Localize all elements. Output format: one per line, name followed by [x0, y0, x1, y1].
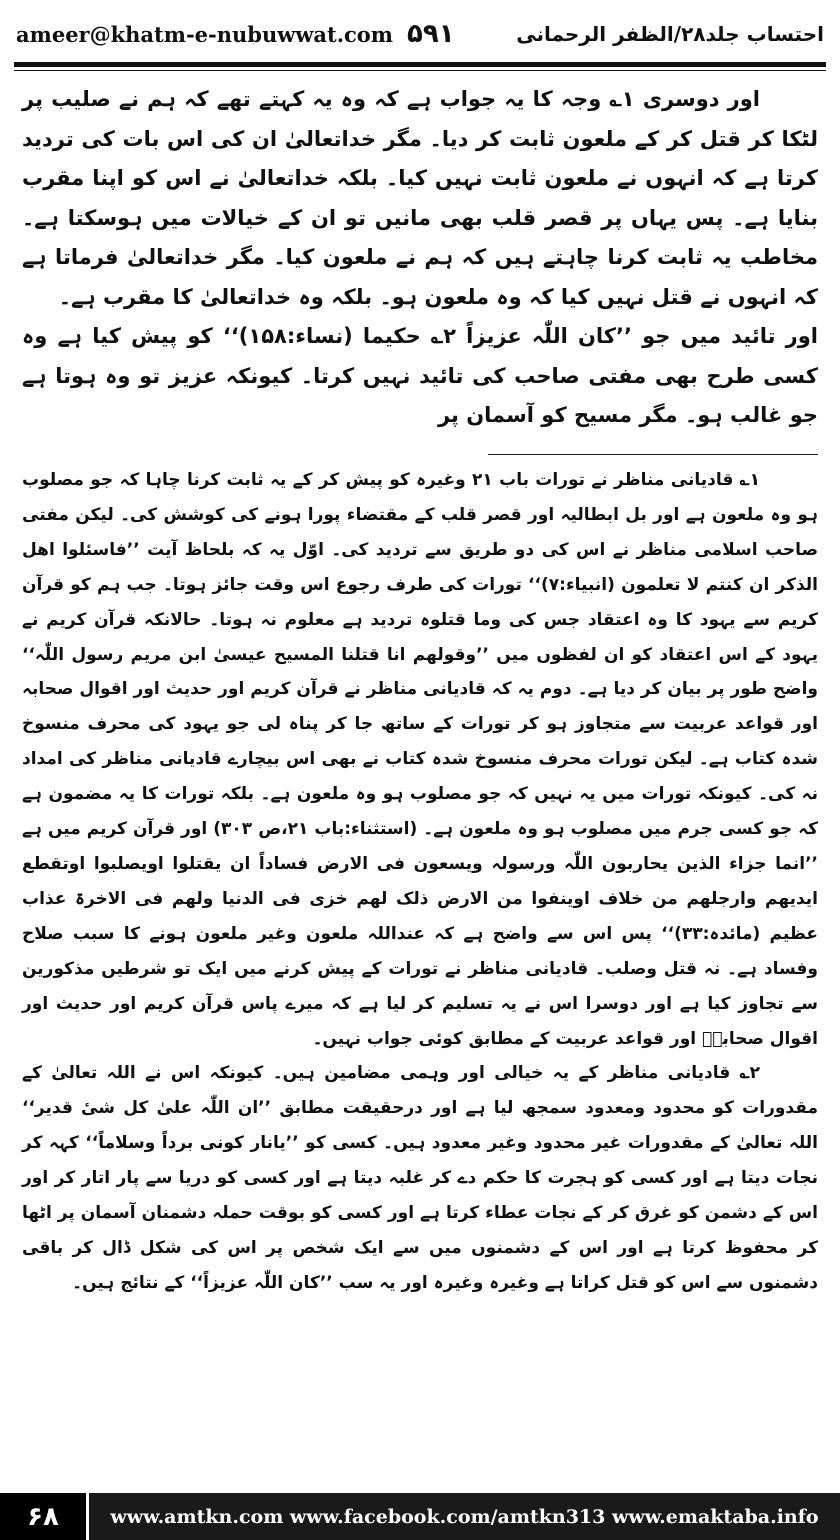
header-email[interactable]: ameer@khatm-e-nubuwwat.com — [16, 22, 394, 47]
main-paragraph-1: اور دوسری ۱؎ وجہ کا یہ جواب ہے کہ وہ یہ کہتے تھے کہ ہم نے صلیب پر لٹکا کر قتل کر کے ملعون ثابت کر دیا۔ مگر خداتعالیٰ ان کی اس بات کی تردید کرتا ہے کہ انہوں نے ملعون ثابت نہیں کیا۔ بلکہ خداتعالیٰ نے اس کو اپنا مقرب بنایا ہے۔ پس یہاں پر قصر قلب بھی مانیں تو ان کے خیالات میں ہوسکتا ہے۔ مخاطب یہ ثابت کرنا چاہتے ہیں کہ ہم نے ملعون کیا۔ مگر خداتعالیٰ فرماتا ہے کہ انہوں نے قتل نہیں کیا کہ وہ ملعون ہو۔ بلکہ وہ خداتعالیٰ کا مقرب ہے۔ — [22, 87, 818, 309]
page-footer — [0, 1493, 840, 1540]
folio-number: ۶۸ — [0, 1493, 89, 1540]
header-rule-thick — [14, 62, 826, 67]
footnotes — [22, 463, 818, 1301]
footnote-1: ۱؎ قادیانی مناظر نے تورات باب ۲۱ وغیرہ کو پیش کر کے یہ ثابت کرنا چاہا کہ جو مصلوب ہو وہ ملعون ہے اور بل ابطالیہ اور قصر قلب کے مقتضاء پورا ہونے کی کوشش کی۔ لیکن مفتی صاحب اسلامی مناظر نے اس کی دو طریق سے تردید کی۔ اوّل یہ کہ بلحاظ آیت ’’فاسئلوا اھل الذکر ان کنتم لا تعلمون (انبیاء:۷)‘‘ تورات کی طرف رجوع اس وقت جائز ہوتا۔ جب ہم کو قرآن کریم سے یہود کا وہ اعتقاد جس کی وما قتلوہ تردید ہے معلوم نہ ہوتا۔ حالانکہ قرآن کریم نے یہود کے اس اعتقاد کو ان لفظوں میں ’’وقولھم انا قتلنا المسیح عیسیٰ ابن مریم رسول اللّٰہ‘‘ واضح طور پر بیان کر دیا ہے۔ دوم یہ کہ قادیانی مناظر نے قرآن کریم اور حدیث اور اقوال صحابہ اور قواعد عربیت سے متجاوز ہو کر تورات کے ساتھ جا کر پناہ لی جو یہود کی محرف منسوخ شدہ کتاب ہے۔ لیکن تورات محرف منسوخ شدہ کتاب نے بھی اس بیچارے قادیانی مناظر کی امداد نہ کی۔ کیونکہ تورات میں یہ نہیں کہ جو مصلوب ہو وہ ملعون ہے۔ بلکہ تورات کا یہ مضمون ہے کہ جو کسی جرم میں مصلوب ہو وہ ملعون ہے۔ (استثناء:باب ۲۱،ص ۳۰۳) اور قرآن کریم میں ہے ’’انما جزاء الذین یحاربون اللّٰہ ورسولہ ویسعون فی الارض فساداً ان یقتلوا اویصلبوا اوتقطع ایدیھم وارجلھم من خلاف اوینفوا من الارض ذلک لھم خزی فی الدنیا ولھم فی الاخرۃ عذاب عظیم (مائدہ:۳۳)‘‘ پس اس سے واضح ہے کہ عنداللہ ملعون وغیر ملعون ہونے کا سبب صلاح وفساد ہے۔ نہ قتل وصلب۔ قادیانی مناظر نے تورات کے پیش کرنے میں ایک تو شرطیں مذکورین سے تجاوز کیا ہے اور دوسرا اس نے یہ تسلیم کر لیا ہے کہ میرے پاس قرآن کریم اور حدیث اور اقوال صحابہؓ اور قواعد عربیت کے مطابق کوئی جواب نہیں۔ — [22, 470, 818, 1049]
footnote-2: ۲؎ قادیانی مناظر کے یہ خیالی اور وہمی مضامین ہیں۔ کیونکہ اس نے اللہ تعالیٰ کے مقدورات کو محدود ومعدود سمجھ لیا ہے اور درحقیقت مطابق ’’ان اللّٰہ علیٰ کل شیٔ قدیر‘‘ اللہ تعالیٰ کے مقدورات غیر محدود وغیر معدود ہیں۔ کسی کو ’’یانار کونی برداً وسلاماً‘‘ کہہ کر نجات دیتا ہے اور کسی کو ہجرت کا حکم دے کر غلبہ دیتا ہے اور کسی کو دریا سے پار اتار کر اور اس کے دشمن کو غرق کر کے نجات عطاء کرتا ہے اور کسی کو بوقت حملہ دشمنان آسمان پر اٹھا کر محفوظ کرتا ہے اور اس کے دشمنوں میں سے ایک شخص پر اس کی شکل ڈال کر باقی دشمنوں سے اس کو قتل کراتا ہے وغیرہ وغیرہ اور یہ سب ’’کان اللّٰہ عزیزاً‘‘ کے نتائج ہیں۔ — [22, 1063, 818, 1293]
header-rule-thin — [14, 70, 826, 71]
header-left — [16, 19, 455, 49]
page-number: ۵۹۱ — [407, 19, 455, 49]
footnote-divider — [488, 454, 818, 455]
main-paragraph-2: اور تائید میں جو ’’کان اللّٰہ عزیزاً ۲؎ حکیما (نساء:۱۵۸)‘‘ کو پیش کیا ہے وہ کسی طرح بھی مفتی صاحب کی تائید نہیں کرتا۔ کیونکہ عزیز تو وہ ہوتا ہے جو غالب ہو۔ مگر مسیح کو آسمان پر — [22, 324, 818, 427]
book-title: احتساب جلد۲۸/الظفر الرحمانی — [516, 22, 824, 46]
page-header — [16, 14, 824, 54]
footer-links[interactable]: www.amtkn.com www.facebook.com/amtkn313 www.emaktaba.info — [110, 1505, 819, 1528]
main-text — [22, 80, 818, 436]
